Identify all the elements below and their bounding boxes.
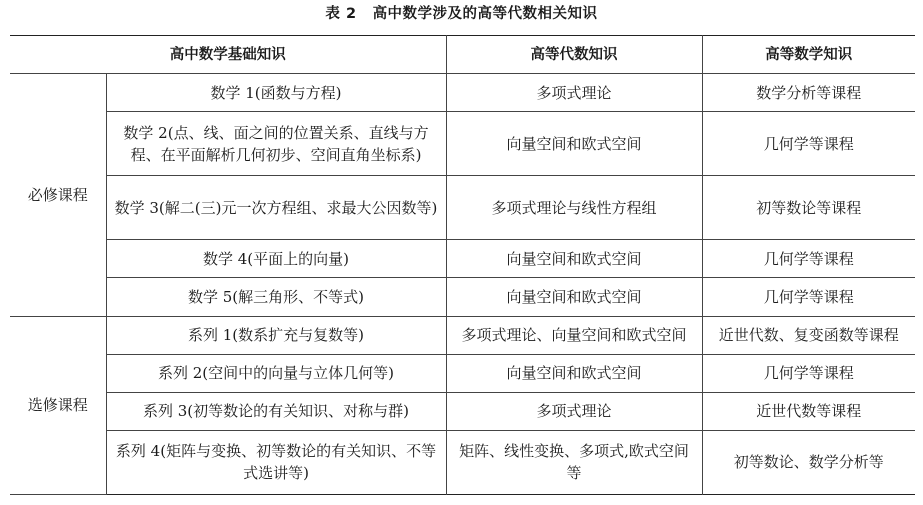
- table-row: [10, 430, 915, 494]
- cell-algebra: 多项式理论与线性方程组: [446, 176, 702, 240]
- table-row: [10, 354, 915, 392]
- table-row: [10, 176, 915, 240]
- table-caption: [0, 4, 923, 24]
- cell-basic: 系列 2(空间中的向量与立体几何等): [106, 354, 446, 392]
- cell-basic: 数学 3(解二(三)元一次方程组、求最大公因数等): [106, 176, 446, 240]
- cell-basic: 系列 1(数系扩充与复数等): [106, 316, 446, 354]
- cell-math: 初等数论、数学分析等: [702, 430, 915, 494]
- cell-math: 几何学等课程: [702, 240, 915, 278]
- cell-basic: 数学 1(函数与方程): [106, 74, 446, 112]
- cell-algebra: 向量空间和欧式空间: [446, 354, 702, 392]
- header-advanced-math: 高等数学知识: [702, 36, 915, 74]
- cell-algebra: 向量空间和欧式空间: [446, 278, 702, 316]
- cell-algebra: 多项式理论: [446, 392, 702, 430]
- cell-math: 初等数论等课程: [702, 176, 915, 240]
- cell-basic: 系列 3(初等数论的有关知识、对称与群): [106, 392, 446, 430]
- cell-basic: 数学 5(解三角形、不等式): [106, 278, 446, 316]
- table-row: [10, 112, 915, 176]
- header-basic-knowledge: 高中数学基础知识: [10, 36, 446, 74]
- table-row: [10, 240, 915, 278]
- table-number: 表 2: [325, 6, 357, 22]
- cell-algebra: 多项式理论: [446, 74, 702, 112]
- table-title: 高中数学涉及的高等代数相关知识: [372, 6, 598, 22]
- cell-basic: 数学 2(点、线、面之间的位置关系、直线与方程、在平面解析几何初步、空间直角坐标系): [106, 112, 446, 176]
- table-header-row: [10, 36, 915, 74]
- cell-math: 几何学等课程: [702, 112, 915, 176]
- table-row: [10, 278, 915, 316]
- cell-basic: 系列 4(矩阵与变换、初等数论的有关知识、不等式选讲等): [106, 430, 446, 494]
- group-elective-courses: 选修课程: [10, 316, 106, 494]
- cell-basic: 数学 4(平面上的向量): [106, 240, 446, 278]
- cell-algebra: 矩阵、线性变换、多项式,欧式空间等: [446, 430, 702, 494]
- cell-math: 数学分析等课程: [702, 74, 915, 112]
- header-advanced-algebra: 高等代数知识: [446, 36, 702, 74]
- cell-math: 近世代数、复变函数等课程: [702, 316, 915, 354]
- group-required-courses: 必修课程: [10, 74, 106, 316]
- cell-math: 几何学等课程: [702, 278, 915, 316]
- cell-math: 近世代数等课程: [702, 392, 915, 430]
- cell-math: 几何学等课程: [702, 354, 915, 392]
- knowledge-table: [10, 35, 915, 495]
- cell-algebra: 向量空间和欧式空间: [446, 112, 702, 176]
- table-row: [10, 316, 915, 354]
- table-row: [10, 392, 915, 430]
- cell-algebra: 多项式理论、向量空间和欧式空间: [446, 316, 702, 354]
- table-row: [10, 74, 915, 112]
- cell-algebra: 向量空间和欧式空间: [446, 240, 702, 278]
